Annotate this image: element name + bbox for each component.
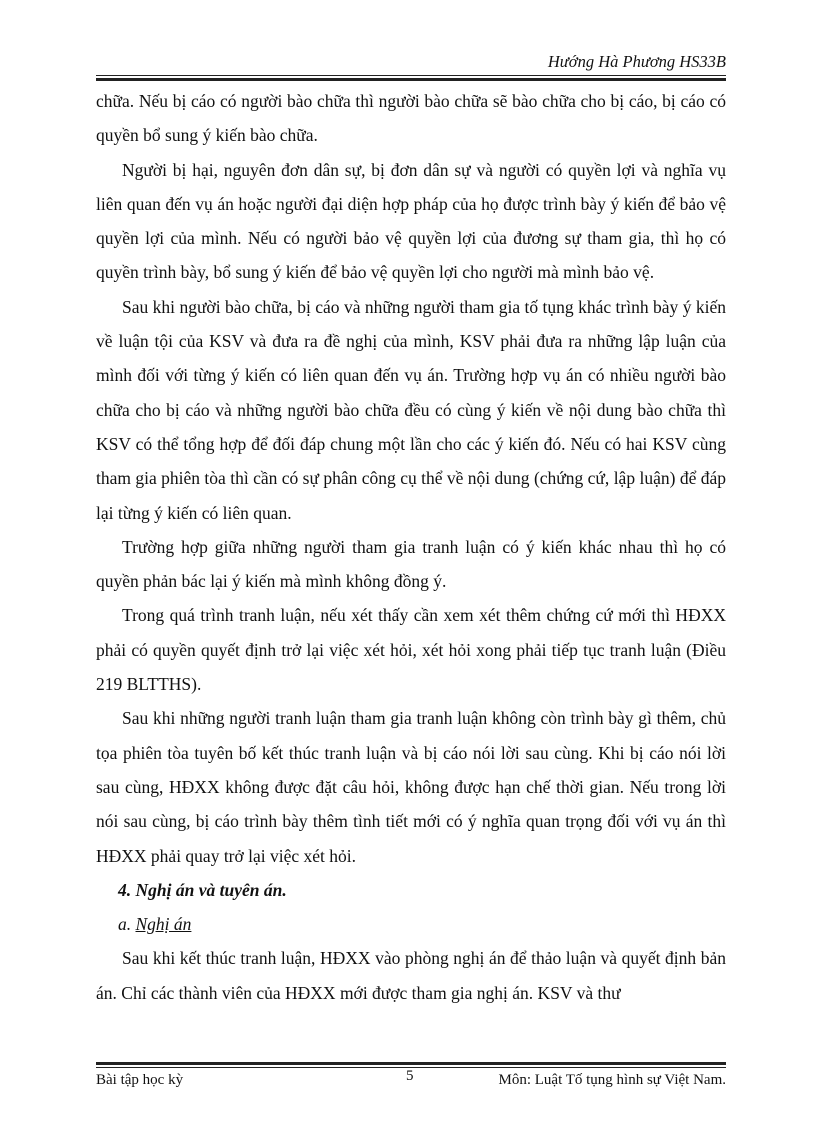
paragraph-6: Sau khi những người tranh luận tham gia tranh luận không còn trình bày gì thêm, chủ tọa phiên tòa tuyên bố kết thúc tranh luận và bị cáo nói lời sau cùng. Khi bị cáo nói lời sau cùng, HĐXX không được đặt câu hỏi, không được hạn chế thời gian. Nếu trong lời nói sau cùng, bị cáo trình bày thêm tình tiết mới có ý nghĩa quan trọng đối với vụ án thì HĐXX phải quay trở lại việc xét hỏi. bbox=[96, 708, 726, 866]
paragraph-7: Sau khi kết thúc tranh luận, HĐXX vào phòng nghị án để thảo luận và quyết định bản án. Chỉ các thành viên của HĐXX mới được tham gia nghị án. KSV và thư bbox=[96, 948, 726, 1003]
footer-course-type: Bài tập học kỳ bbox=[96, 1072, 184, 1088]
page-footer bbox=[96, 1068, 726, 1094]
section-heading: 4. Nghị án và tuyên án. bbox=[118, 879, 287, 900]
footer-subject: Môn: Luật Tố tụng hình sự Việt Nam. bbox=[498, 1072, 726, 1088]
paragraph-4: Trường hợp giữa những người tham gia tranh luận có ý kiến khác nhau thì họ có quyền phản bác lại ý kiến mà mình không đồng ý. bbox=[96, 536, 726, 592]
document-body bbox=[96, 84, 726, 1010]
header-author: Hướng Hà Phương HS33B bbox=[547, 52, 726, 71]
subsection-title: Nghị án bbox=[135, 914, 192, 935]
paragraph-1: chữa. Nếu bị cáo có người bào chữa thì người bào chữa sẽ bào chữa cho bị cáo, bị cáo có quyền bổ sung ý kiến bào chữa. bbox=[96, 91, 726, 146]
footer-rule-thick bbox=[96, 1062, 726, 1065]
subsection-marker: a. bbox=[118, 914, 132, 935]
paragraph-5: Trong quá trình tranh luận, nếu xét thấy cần xem xét thêm chứng cứ mới thì HĐXX phải có quyền quyết định trở lại việc xét hỏi, xét hỏi xong phải tiếp tục tranh luận (Điều 219 BLTTHS). bbox=[96, 605, 726, 695]
header-rule-thick bbox=[96, 78, 726, 81]
subsection-heading bbox=[96, 907, 726, 941]
paragraph-3: Sau khi người bào chữa, bị cáo và những người tham gia tố tụng khác trình bày ý kiến về luận tội của KSV và đưa ra đề nghị của mình, KSV phải đưa ra những lập luận của mình đối với từng ý kiến có liên quan đến vụ án. Trường hợp vụ án có nhiều người bào chữa cho bị cáo và những người bào chữa đều có cùng ý kiến về nội dung bào chữa thì KSV có thể tổng hợp để đối đáp chung một lần cho các ý kiến đó. Nếu có hai KSV cùng tham gia phiên tòa thì cần có sự phân công cụ thể về nội dung (chứng cứ, lập luận) để đáp lại từng ý kiến có liên quan. bbox=[96, 296, 726, 523]
page-header bbox=[96, 52, 726, 76]
header-rule-thin bbox=[96, 75, 726, 76]
paragraph-2: Người bị hại, nguyên đơn dân sự, bị đơn dân sự và người có quyền lợi và nghĩa vụ liên quan đến vụ án hoặc người đại diện hợp pháp của họ được trình bày ý kiến để bảo vệ quyền lợi của mình. Nếu có người bảo vệ quyền lợi của đương sự tham gia, thì họ có quyền trình bày, bổ sung ý kiến để bảo vệ quyền lợi cho người mà mình bảo vệ. bbox=[96, 159, 726, 283]
page-number: 5 bbox=[406, 1068, 414, 1084]
